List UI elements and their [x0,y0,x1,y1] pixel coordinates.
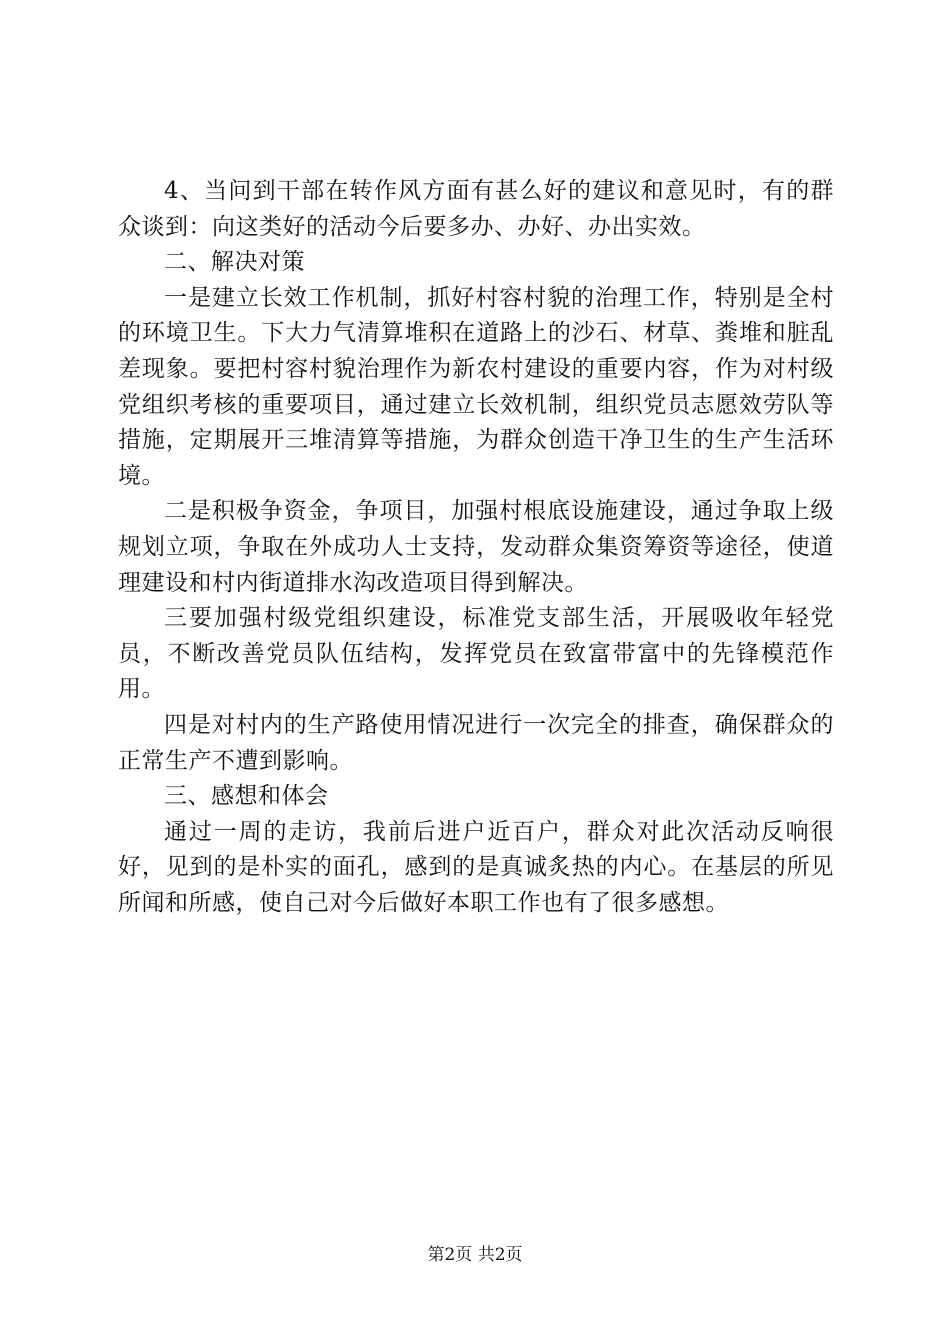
page-number-footer: 第2页 共2页 [427,1245,523,1265]
section-heading-reflections: 三、感想和体会 [164,783,329,810]
paragraph-solution-1: 一是建立长效工作机制，抓好村容村貌的治理工作，特别是全村的环境卫生。下大力气清算堆积在道路上的沙石、材草、粪堆和脏乱差现象。要把村容村貌治理作为新农村建设的重要内容，作为对村级党组织考核的重要项目，通过建立长效机制，组织党员志愿效劳队等措施，定期展开三堆清算等措施，为群众创造干净卫生的生产生活环境。 [118,284,834,489]
paragraph-solution-2: 二是积极争资金，争项目，加强村根底设施建设，通过争取上级规划立项，争取在外成功人士支持，发动群众集资筹资等途径，使道理建设和村内街道排水沟改造项目得到解决。 [118,498,834,596]
paragraph-solution-3: 三要加强村级党组织建设，标准党支部生活，开展吸收年轻党员，不断改善党员队伍结构，发挥党员在致富带富中的先锋模范作用。 [118,605,834,703]
paragraph-solution-4: 四是对村内的生产路使用情况进行一次完全的排查，确保群众的正常生产不遭到影响。 [118,711,834,774]
document-body [118,174,834,921]
paragraph-reflections: 通过一周的走访，我前后进户近百户，群众对此次活动反响很好，见到的是朴实的面孔，感到的是真诚炙热的内心。在基层的所见所闻和所感，使自己对今后做好本职工作也有了很多感想。 [118,818,834,916]
section-heading-solutions: 二、解决对策 [164,249,305,276]
paragraph-feedback-4: 4、当问到干部在转作风方面有甚么好的建议和意见时，有的群众谈到：向这类好的活动今后要多办、办好、办出实效。 [118,178,834,240]
